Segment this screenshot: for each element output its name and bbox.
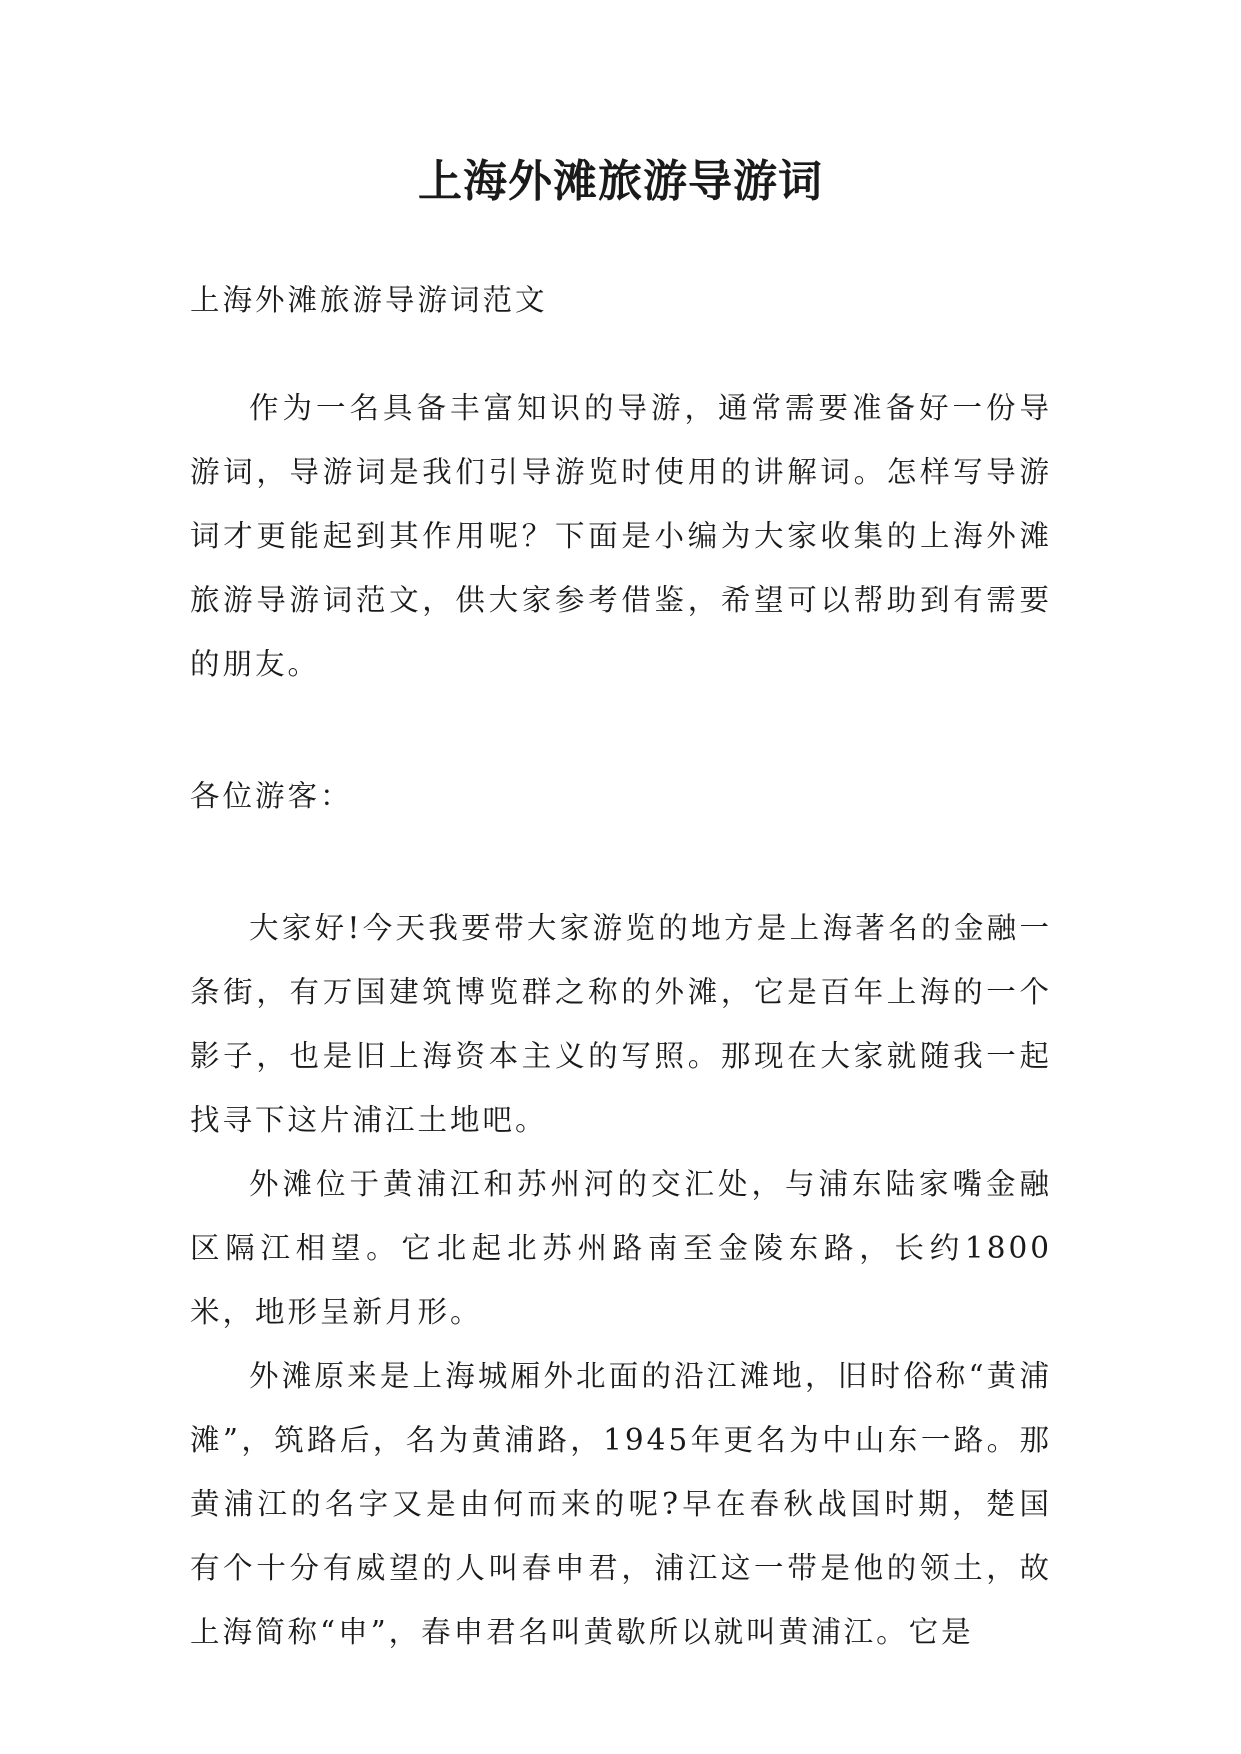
document-title: 上海外滩旅游导游词 [418, 156, 823, 207]
spacer [190, 332, 1052, 376]
body-paragraph: 外滩原来是上海城厢外北面的沿江滩地，旧时俗称“黄浦滩”，筑路后，名为黄浦路，1945年更名为中山东一路。那黄浦江的名字又是由何而来的呢?早在春秋战国时期，楚国有个十分有威望的人叫春申君，浦江这一带是他的领土，故上海简称“申”，春申君名叫黄歇所以就叫黄浦江。它是 [190, 1359, 1052, 1649]
body-paragraph: 外滩位于黄浦江和苏州河的交汇处，与浦东陆家嘴金融区隔江相望。它北起北苏州路南至金陵东路，长约1800米，地形呈新月形。 [190, 1167, 1052, 1329]
document-subtitle: 上海外滩旅游导游词范文 [190, 283, 548, 317]
spacer [190, 696, 1052, 764]
greeting: 各位游客： [190, 779, 353, 813]
body-paragraph: 大家好!今天我要带大家游览的地方是上海著名的金融一条街，有万国建筑博览群之称的外滩，它是百年上海的一个影子，也是旧上海资本主义的写照。那现在大家就随我一起找寻下这片浦江土地吧。 [190, 911, 1052, 1137]
intro-paragraph: 作为一名具备丰富知识的导游，通常需要准备好一份导游词，导游词是我们引导游览时使用的讲解词。怎样写导游词才更能起到其作用呢？下面是小编为大家收集的上海外滩旅游导游词范文，供大家参考借鉴，希望可以帮助到有需要的朋友。 [190, 391, 1052, 681]
spacer [190, 828, 1052, 896]
document-body [190, 268, 1052, 1664]
